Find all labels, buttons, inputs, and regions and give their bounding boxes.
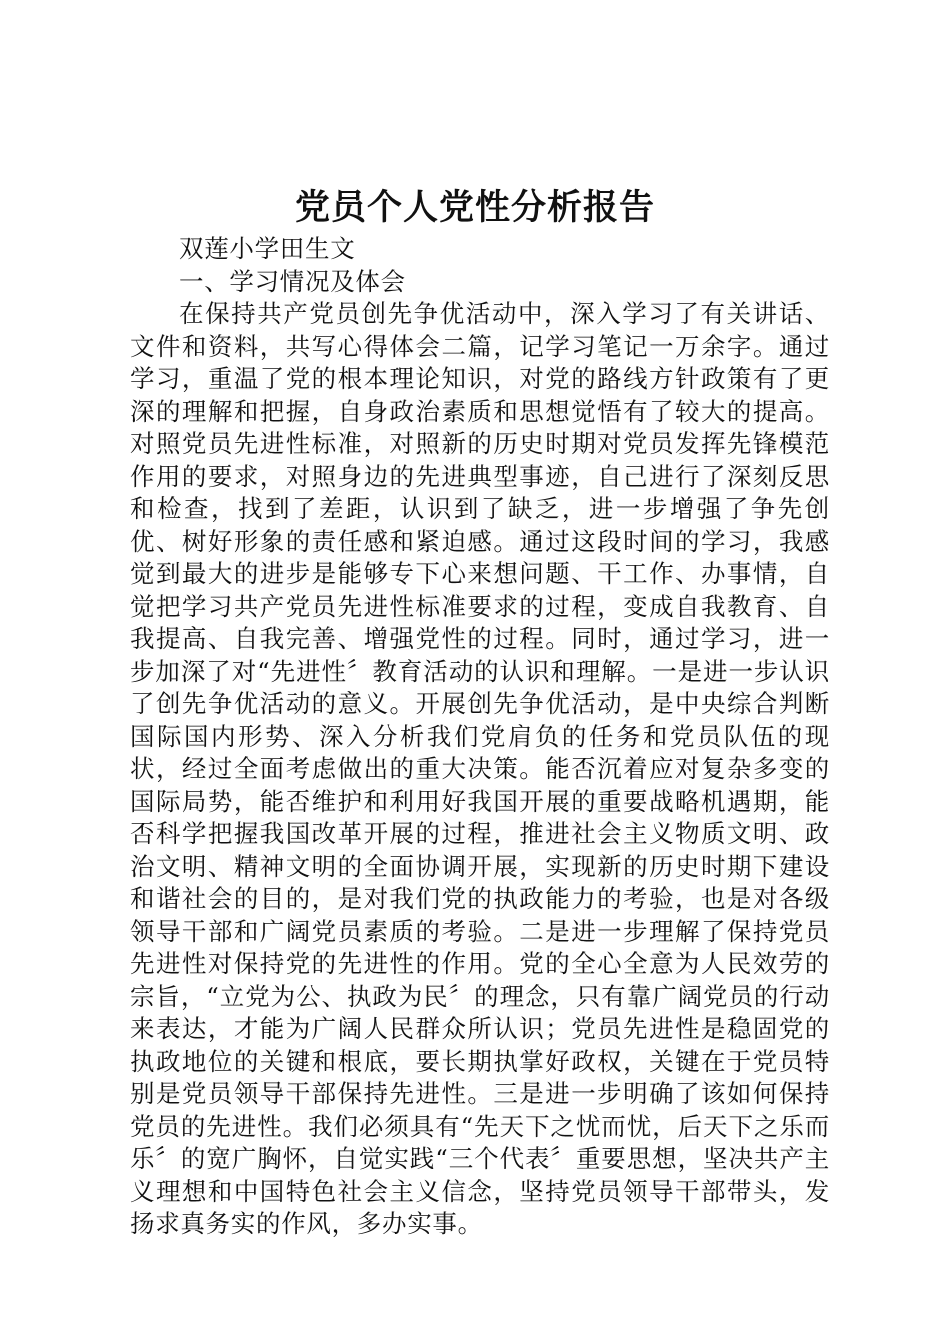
section-heading: 一、学习情况及体会 [179, 266, 406, 296]
document-body [130, 233, 830, 1241]
author-line: 双莲小学田生文 [179, 234, 356, 263]
document-title: 党员个人党性分析报告 [294, 188, 655, 228]
body-paragraph: 在保持共产党员创先争优活动中，深入学习了有关讲话、文件和资料，共写心得体会二篇，记学习笔记一万余字。通过学习，重温了党的根本理论知识，对党的路线方针政策有了更深的理解和把握，自身政治素质和思想觉悟有了较大的提高。对照党员先进性标准，对照新的历史时期对党员发挥先锋模范作用的要求，对照身边的先进典型事迹，自己进行了深刻反思和检查，找到了差距，认识到了缺乏，进一步增强了争先创优、树好形象的责任感和紧迫感。通过这段时间的学习，我感觉到最大的进步是能够专下心来想问题、干工作、办事情，自觉把学习共产党员先进性标准要求的过程，变成自我教育、自我提高、自我完善、增强党性的过程。同时，通过学习，进一步加深了对“先进性〞教育活动的认识和理解。一是进一步认识了创先争优活动的意义。开展创先争优活动，是中央综合判断国际国内形势、深入分析我们党肩负的任务和党员队伍的现状，经过全面考虑做出的重大决策。能否沉着应对复杂多变的国际局势，能否维护和利用好我国开展的重要战略机遇期，能否科学把握我国改革开展的过程，推进社会主义物质文明、政治文明、精神文明的全面协调开展，实现新的历史时期下建设和谐社会的目的，是对我们党的执政能力的考验，也是对各级领导干部和广阔党员素质的考验。二是进一步理解了保持党员先进性对保持党的先进性的作用。党的全心全意为人民效劳的宗旨，“立党为公、执政为民〞的理念，只有靠广阔党员的行动来表达，才能为广阔人民群众所认识；党员先进性是稳固党的执政地位的关键和根底，要长期执掌好政权，关键在于党员特别是党员领导干部保持先进性。三是进一步明确了该如何保持党员的先进性。我们必须具有“先天下之忧而忧，后天下之乐而乐〞的宽广胸怀，自觉实践“三个代表〞重要思想，坚决共产主义理想和中国特色社会主义信念，坚持党员领导干部带头，发扬求真务实的作风，多办实事。 [130, 299, 830, 1238]
